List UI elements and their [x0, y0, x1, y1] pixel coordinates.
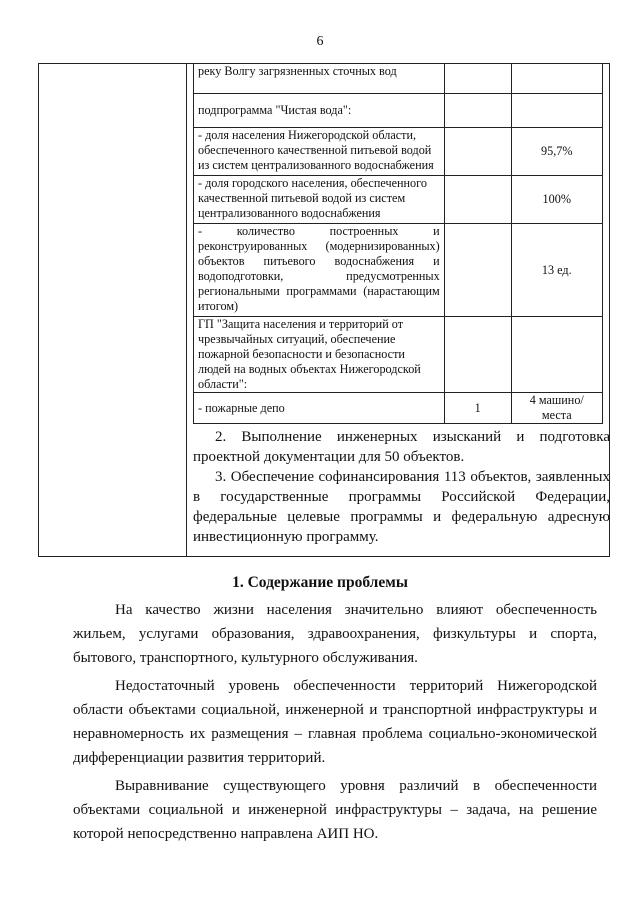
inner-paragraph: 2. Выполнение инженерных изысканий и подготовка проектной документации для 50 объектов. — [193, 429, 610, 465]
table-cell-text: реку Волгу загрязненных сточных вод — [194, 64, 445, 94]
indicators-table — [193, 63, 603, 424]
table-cell-text: - доля городского населения, обеспеченного качественной питьевой водой из систем централизованного водоснабжения — [194, 176, 445, 224]
table-cell-text: ГП "Защита населения и территорий от чрезвычайных ситуаций, обеспечение пожарной безопасности и безопасности людей на водных объектах Нижегородской области": — [194, 317, 445, 393]
table-cell-target — [511, 94, 602, 128]
table-row — [194, 393, 603, 424]
inner-paragraphs — [193, 427, 610, 547]
table-cell-value — [444, 64, 511, 94]
body-paragraph: Выравнивание существующего уровня различий в обеспеченности объектами социальной и инженерной инфраструктуры – задача, на решение которой непосредственно направлена АИП НО. — [73, 778, 597, 842]
table-cell-value — [444, 317, 511, 393]
table-cell-target — [511, 317, 602, 393]
body-paragraphs — [73, 598, 597, 850]
table-row — [194, 317, 603, 393]
body-paragraph: На качество жизни населения значительно влияют обеспеченность жильем, услугами образования, здравоохранения, физкультуры и спорта, бытового, транспортного, культурного обслуживания. — [73, 602, 597, 666]
table-cell-target: 95,7% — [511, 128, 602, 176]
table-row — [194, 64, 603, 94]
table-cell-value: 1 — [444, 393, 511, 424]
table-row — [194, 94, 603, 128]
table-cell-value — [444, 128, 511, 176]
outer-column-divider — [186, 63, 187, 557]
table-cell-text: - количество построенных и реконструированных (модернизированных) объектов питьевого водоснабжения и водоподготовки, предусмотренных региональными программами (нарастающим итогом) — [194, 224, 445, 317]
table-cell-value — [444, 224, 511, 317]
table-cell-text: подпрограмма "Чистая вода": — [194, 94, 445, 128]
section-heading: 1. Содержание проблемы — [232, 574, 408, 591]
table-row — [194, 128, 603, 176]
table-row — [194, 176, 603, 224]
table-cell-target: 100% — [511, 176, 602, 224]
page-number: 6 — [316, 34, 324, 49]
table-cell-target: 4 машино/места — [511, 393, 602, 424]
body-paragraph: Недостаточный уровень обеспеченности территорий Нижегородской области объектами социальной, инженерной и транспортной инфраструктуры и неравномерность их размещения – главная проблема социально-экономической дифференциации развития территорий. — [73, 678, 597, 766]
table-row — [194, 224, 603, 317]
table-cell-target — [511, 64, 602, 94]
table-cell-text: - доля населения Нижегородской области, обеспеченного качественной питьевой водой из систем централизованного водоснабжения — [194, 128, 445, 176]
table-cell-value — [444, 176, 511, 224]
table-cell-target: 13 ед. — [511, 224, 602, 317]
table-cell-value — [444, 94, 511, 128]
inner-paragraph: 3. Обеспечение софинансирования 113 объектов, заявленных в государственные программы Российской Федерации, федеральные целевые программы и федеральную адресную инвестиционную программу. — [193, 469, 610, 545]
table-cell-text: - пожарные депо — [194, 393, 445, 424]
